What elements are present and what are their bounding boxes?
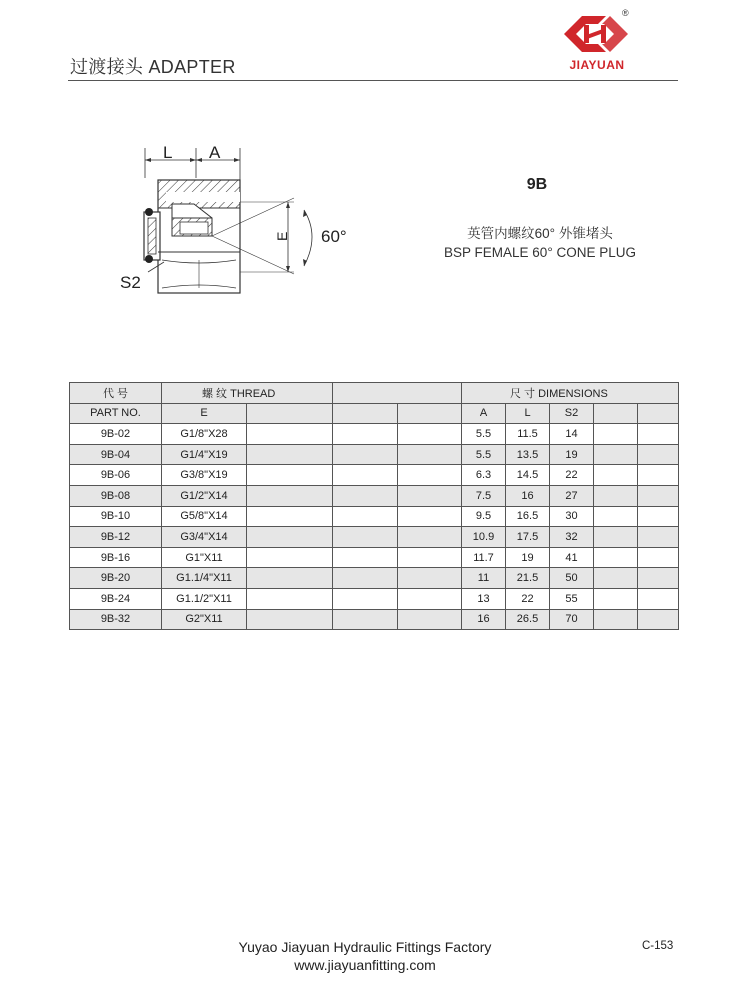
table-row: [70, 609, 679, 630]
cell-s2: 27: [550, 485, 594, 506]
table-body: [70, 424, 679, 630]
cell-s2: 50: [550, 568, 594, 589]
cell-l: 11.5: [506, 424, 550, 445]
dim-label-a: A: [209, 143, 221, 162]
dim-label-e: E: [274, 231, 290, 241]
header-e: E: [162, 403, 247, 424]
header-dimensions: 尺 寸 DIMENSIONS: [462, 383, 679, 404]
cell-l: 22: [506, 588, 550, 609]
page-title: 过渡接头 ADAPTER: [70, 57, 236, 77]
table-row: [70, 527, 679, 548]
table-row: [70, 588, 679, 609]
cell-a: 5.5: [462, 444, 506, 465]
cone-plug-drawing: [108, 140, 358, 300]
cell-thread-e: G5/8"X14: [162, 506, 247, 527]
description-english: BSP FEMALE 60° CONE PLUG: [444, 245, 636, 260]
brand-name: JIAYUAN: [569, 58, 625, 72]
table-row: [70, 568, 679, 589]
cell-thread-e: G3/4"X14: [162, 527, 247, 548]
table-row: [70, 506, 679, 527]
cell-s2: 70: [550, 609, 594, 630]
table-row: [70, 465, 679, 486]
description-chinese: 英管内螺纹60° 外锥堵头: [467, 226, 613, 241]
cell-a: 16: [462, 609, 506, 630]
cell-a: 13: [462, 588, 506, 609]
cell-a: 9.5: [462, 506, 506, 527]
cell-l: 17.5: [506, 527, 550, 548]
cell-a: 10.9: [462, 527, 506, 548]
cell-a: 7.5: [462, 485, 506, 506]
table-row: [70, 485, 679, 506]
table-subheader-row: [70, 403, 679, 424]
header-code: 代 号: [70, 383, 162, 404]
cell-a: 11.7: [462, 547, 506, 568]
cell-thread-e: G1/8"X28: [162, 424, 247, 445]
cell-l: 14.5: [506, 465, 550, 486]
cell-l: 16: [506, 485, 550, 506]
cell-a: 11: [462, 568, 506, 589]
page-number: C-153: [642, 940, 674, 952]
cell-a: 5.5: [462, 424, 506, 445]
header-divider: [68, 80, 678, 81]
cell-l: 19: [506, 547, 550, 568]
header-l: L: [506, 403, 550, 424]
cell-l: 16.5: [506, 506, 550, 527]
cell-s2: 55: [550, 588, 594, 609]
cell-part-no: 9B-08: [70, 485, 162, 506]
footer-website[interactable]: www.jiayuanfitting.com: [294, 957, 436, 973]
cell-l: 26.5: [506, 609, 550, 630]
header-part-no: PART NO.: [70, 403, 162, 424]
header-s2: S2: [550, 403, 594, 424]
cell-thread-e: G1.1/2"X11: [162, 588, 247, 609]
cell-part-no: 9B-16: [70, 547, 162, 568]
header-a: A: [462, 403, 506, 424]
cell-a: 6.3: [462, 465, 506, 486]
cell-thread-e: G1/4"X19: [162, 444, 247, 465]
cell-thread-e: G3/8"X19: [162, 465, 247, 486]
table-header-row: [70, 383, 679, 404]
cell-s2: 41: [550, 547, 594, 568]
cell-part-no: 9B-06: [70, 465, 162, 486]
cell-l: 13.5: [506, 444, 550, 465]
cell-thread-e: G2"X11: [162, 609, 247, 630]
registered-mark: ®: [622, 8, 629, 18]
cell-thread-e: G1"X11: [162, 547, 247, 568]
spec-table: [69, 382, 679, 630]
cell-l: 21.5: [506, 568, 550, 589]
dim-label-s2: S2: [120, 273, 141, 292]
table-row: [70, 424, 679, 445]
cell-thread-e: G1/2"X14: [162, 485, 247, 506]
header-thread: 螺 纹 THREAD: [162, 383, 333, 404]
table-row: [70, 547, 679, 568]
cell-part-no: 9B-10: [70, 506, 162, 527]
cell-s2: 30: [550, 506, 594, 527]
cell-s2: 14: [550, 424, 594, 445]
angle-label: 60°: [321, 227, 347, 246]
table-row: [70, 444, 679, 465]
cell-thread-e: G1.1/4"X11: [162, 568, 247, 589]
dim-label-l: L: [163, 143, 173, 162]
cell-part-no: 9B-04: [70, 444, 162, 465]
cell-part-no: 9B-32: [70, 609, 162, 630]
footer-company: Yuyao Jiayuan Hydraulic Fittings Factory: [238, 939, 492, 955]
cell-s2: 32: [550, 527, 594, 548]
cell-part-no: 9B-12: [70, 527, 162, 548]
cell-s2: 19: [550, 444, 594, 465]
cell-part-no: 9B-02: [70, 424, 162, 445]
cell-s2: 22: [550, 465, 594, 486]
model-number: 9B: [526, 176, 548, 193]
cell-part-no: 9B-20: [70, 568, 162, 589]
cell-part-no: 9B-24: [70, 588, 162, 609]
